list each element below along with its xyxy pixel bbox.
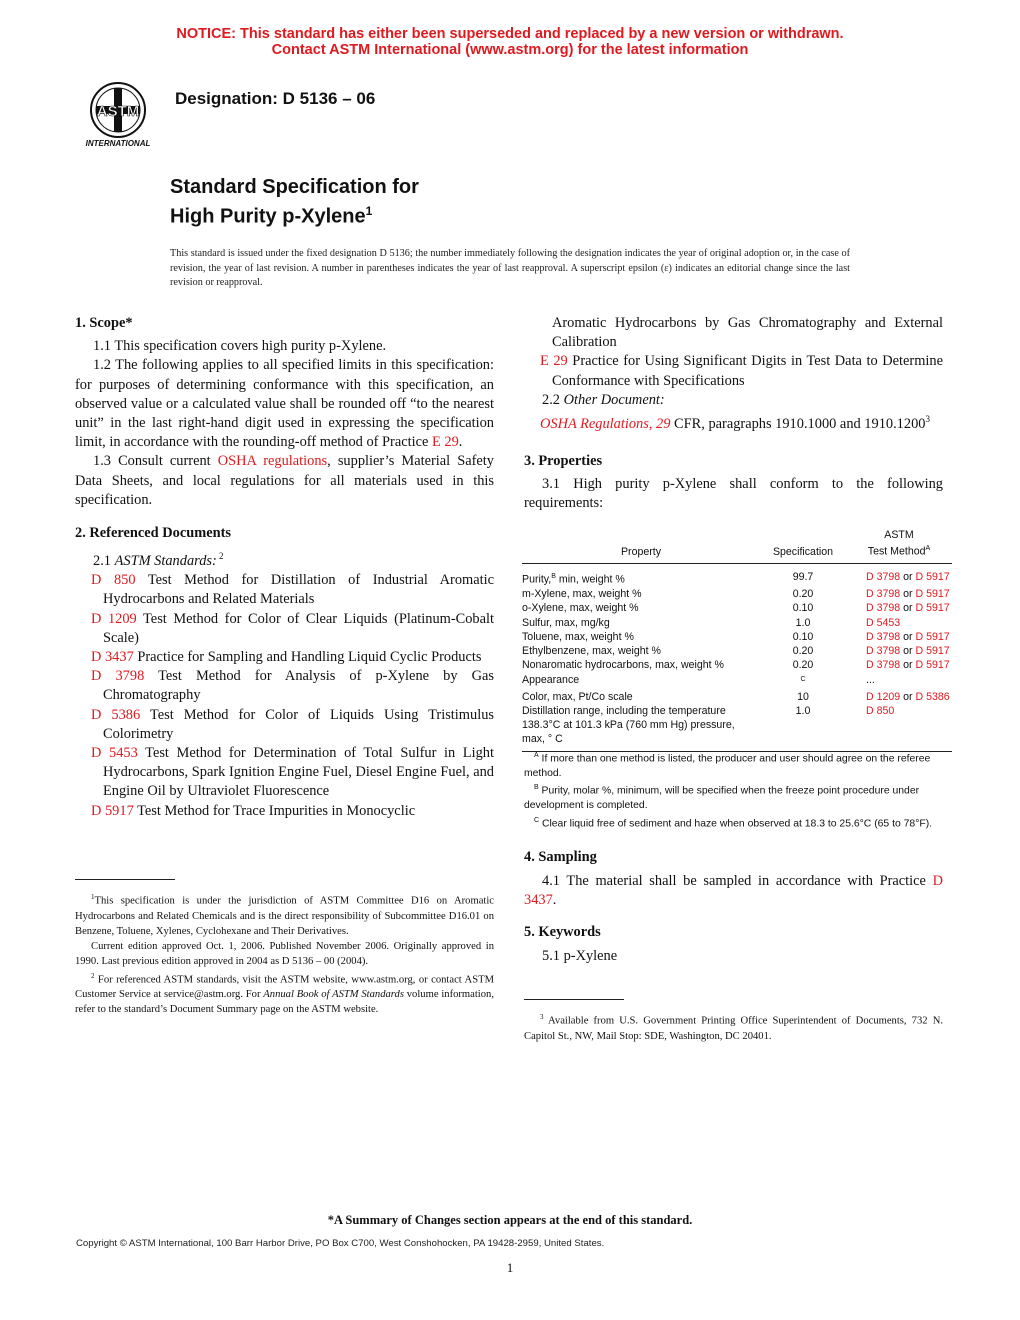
ref-item: D 3798 Test Method for Analysis of p-Xylene by Gas Chromatography: [91, 668, 494, 704]
footnote-2: $^2$ For referenced ASTM standards, visit the ASTM website, www.astm.org, or contact ASTM Customer Service at service@astm.org. For Annual Book of ASTM Standards volume information, refer to the standard’s Document Summary page on the ASTM website.: [75, 971, 494, 1016]
ref-item: D 5917 Test Method for Trace Impurities in Monocyclic: [91, 802, 416, 819]
link-d5917[interactable]: D 5917: [915, 571, 950, 584]
table-row: o-Xylene, max, weight % 0.10 D 3798 or D 5917: [522, 602, 950, 615]
table-row: Appearance $^C$ ...: [522, 673, 875, 686]
link-d3798[interactable]: D 3798: [866, 659, 901, 672]
title-line-2: High Purity p-Xylene: [170, 205, 366, 228]
footnote-3: $^3$ Available from U.S. Government Printing Office Superintendent of Documents, 732 N. Capitol St., NW, Mail Stop: SDE, Washington, DC 20401.: [524, 1013, 943, 1042]
footnote-divider-left: [75, 879, 175, 880]
footnotes-left: [75, 890, 494, 1017]
link-d850[interactable]: D 850: [866, 704, 895, 717]
table-row: Nonaromatic hydrocarbons, max, weight % 0.20 D 3798 or D 5917: [522, 659, 950, 672]
link-d5453[interactable]: D 5453: [866, 616, 901, 629]
logo-subtext: INTERNATIONAL: [85, 139, 151, 148]
ref-item: D 3437 Practice for Sampling and Handling Liquid Cyclic Products: [91, 649, 482, 666]
para-4-1: 4.1 The material shall be sampled in accordance with Practice D 3437.: [524, 873, 943, 909]
para-1-2: 1.2 The following applies to all specified limits in this specification: for purposes of determining conformance with this specification, an observed value or a calculated value shall be rounded off “to the nearest unit” in the last right-hand digit used in expressing the specification limit, in accordance with the rounding-off method of Practice E 29.: [75, 357, 494, 451]
ref-item: E 29 Practice for Using Significant Digits in Test Data to Determine Conformance with Specifications: [540, 353, 943, 389]
issuance-statement: This standard is issued under the fixed designation D 5136; the number immediately following the designation indicates the year of original adoption or, in the case of revision, the year of last revision. A number in parentheses indicates the year of last reapproval. A superscript epsilon (ε) indicates an editorial change since the last revision or reapproval.: [170, 248, 850, 289]
summary-of-changes-note: *A Summary of Changes section appears at the end of this standard.: [327, 1213, 693, 1227]
document-title: [170, 175, 419, 229]
link-d5386[interactable]: D 5386: [915, 690, 950, 703]
copyright: Copyright © ASTM International, 100 Barr Harbor Drive, PO Box C700, West Conshohocken, PA 19428-2959, United States.: [76, 1238, 605, 1249]
para-1-1: 1.1 This specification covers high purity p-Xylene.: [93, 338, 387, 355]
notice-line-1: NOTICE: This standard has either been superseded and replaced by a new version or withdrawn.: [176, 26, 844, 42]
page-number: 1: [506, 1260, 514, 1275]
designation: Designation: D 5136 – 06: [175, 89, 376, 108]
para-2-2: 2.2 Other Document:: [542, 391, 665, 408]
para-2-1: 2.1 ASTM Standards: $^2$: [93, 551, 224, 570]
table-note-a: $^A$ If more than one method is listed, the producer and user should agree on the referee method.: [524, 752, 931, 779]
section-4-heading: 4. Sampling: [524, 849, 597, 865]
footnote-1-edition: Current edition approved Oct. 1, 2006. Published November 2006. Originally approved in 1990. Last previous edition approved in 2004 as D 5136 – 00 (2004).: [75, 940, 494, 967]
link-d5386[interactable]: D 5386: [91, 706, 141, 723]
right-column: [524, 314, 943, 514]
table-row: Sulfur, max, mg/kg 1.0 D 5453: [522, 616, 901, 629]
link-d5917[interactable]: D 5917: [91, 802, 134, 819]
title-line-1: Standard Specification for: [170, 176, 419, 198]
table-row: Purity,$^B$ min, weight % 99.7 D 3798 or D 5917: [522, 571, 950, 586]
table-footnotes: [524, 749, 950, 832]
link-d1209[interactable]: D 1209: [91, 610, 137, 627]
properties-table: [522, 528, 952, 752]
link-d3798[interactable]: D 3798: [91, 668, 145, 685]
table-row: Color, max, Pt/Co scale 10 D 1209 or D 5386: [522, 690, 950, 703]
link-d5453[interactable]: D 5453: [91, 745, 138, 762]
table-row: Toluene, max, weight % 0.10 D 3798 or D 5917: [522, 630, 950, 643]
para-3-1: 3.1 High purity p-Xylene shall conform to the following requirements:: [524, 476, 943, 512]
ref-item: D 5453 Test Method for Determination of Total Sulfur in Light Hydrocarbons, Spark Ignition Engine Fuel, Diesel Engine Fuel, and Engine Oil by Ultraviolet Fluorescence: [91, 745, 494, 800]
withdrawal-notice: [0, 26, 1020, 58]
link-d3798[interactable]: D 3798: [866, 587, 901, 600]
col-header-test-method: ASTM Test Method$^A$: [846, 528, 952, 564]
notice-line-2: Contact ASTM International (www.astm.org) for the latest information: [271, 42, 749, 58]
link-osha-29[interactable]: OSHA Regulations, 29: [540, 415, 671, 432]
section-3-heading: 3. Properties: [524, 453, 603, 470]
left-column: [75, 314, 494, 821]
table-row: m-Xylene, max, weight % 0.20 D 3798 or D 5917: [522, 587, 950, 600]
referenced-standards-list: [75, 571, 494, 821]
title-footnote-mark: 1: [365, 204, 373, 218]
astm-logo: [76, 80, 160, 150]
link-d3798[interactable]: D 3798: [866, 645, 901, 658]
link-e29-ref[interactable]: E 29: [540, 353, 568, 370]
table-row: Ethylbenzene, max, weight % 0.20 D 3798 or D 5917: [522, 645, 950, 658]
link-d3798[interactable]: D 3798: [866, 571, 901, 584]
ref-osha: OSHA Regulations, 29 CFR, paragraphs 1910.1000 and 1910.1200$^3$: [540, 414, 930, 432]
link-osha-regulations[interactable]: OSHA regulations: [217, 453, 328, 470]
para-1-3: 1.3 Consult current OSHA regulations, supplier’s Material Safety Data Sheets, and local regulations for all materials used in this specification.: [75, 453, 494, 508]
link-e29[interactable]: E 29: [432, 434, 459, 451]
right-column-lower: [524, 848, 943, 966]
section-1-heading: 1. Scope*: [75, 315, 133, 331]
ref-item: D 5386 Test Method for Color of Liquids Using Tristimulus Colorimetry: [91, 706, 494, 742]
table-note-b: $^B$ Purity, molar %, minimum, will be specified when the freeze point procedure under development is completed.: [524, 784, 920, 812]
table-note-c: $^C$ Clear liquid free of sediment and haze when observed at 18.3 to 25.6°C (65 to 78°F).: [534, 816, 933, 830]
link-d3437-sampling[interactable]: D 3437: [524, 873, 943, 909]
section-5-heading: 5. Keywords: [524, 923, 601, 940]
link-d5917[interactable]: D 5917: [915, 659, 950, 672]
ref-item: D 850 Test Method for Distillation of Industrial Aromatic Hydrocarbons and Related Materials: [91, 572, 494, 608]
link-d5917[interactable]: D 5917: [915, 645, 950, 658]
footnote-divider-right: [524, 999, 624, 1000]
footnote-1: $^1$This specification is under the jurisdiction of ASTM Committee D16 on Aromatic Hydrocarbons and Related Chemicals and is the direct responsibility of Subcommittee D16.01 on Benzene, Toluene, Xylenes, Cyclohexane and Their Derivatives.: [75, 893, 494, 937]
logo-mark-text: ASTM: [96, 103, 140, 120]
link-d3437[interactable]: D 3437: [91, 649, 134, 666]
link-d3798[interactable]: D 3798: [866, 602, 901, 615]
section-2-heading: 2. Referenced Documents: [75, 525, 231, 542]
link-d3798[interactable]: D 3798: [866, 630, 901, 643]
table-header-row: [522, 528, 952, 564]
ref-d5917-continued: Aromatic Hydrocarbons by Gas Chromatography and External Calibration: [552, 315, 943, 351]
link-d5917[interactable]: D 5917: [915, 602, 950, 615]
link-d850[interactable]: D 850: [91, 572, 136, 589]
table-row: Distillation range, including the temperature 138.3°C at 101.3 kPa (760 mm Hg) pressure, max, ° C 1.0 D 850: [522, 704, 952, 751]
ref-item: D 1209 Test Method for Color of Clear Liquids (Platinum-Cobalt Scale): [91, 610, 494, 646]
col-header-specification: Specification: [760, 528, 846, 564]
para-5-1: 5.1 p-Xylene: [542, 947, 618, 964]
link-d1209[interactable]: D 1209: [866, 690, 901, 703]
col-header-property: Property: [522, 528, 760, 564]
link-d5917[interactable]: D 5917: [915, 587, 950, 600]
link-d5917[interactable]: D 5917: [915, 630, 950, 643]
